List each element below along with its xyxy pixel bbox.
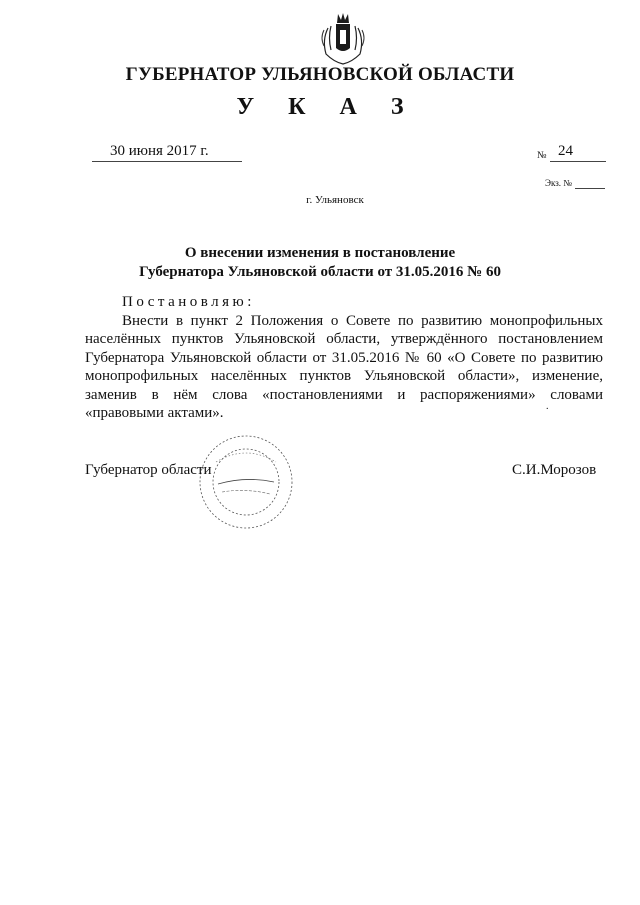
issuing-authority-title: ГУБЕРНАТОР УЛЬЯНОВСКОЙ ОБЛАСТИ: [125, 64, 515, 85]
coat-of-arms-emblem: [318, 10, 368, 66]
subject-line-1: О внесении изменения в постановление: [184, 245, 456, 261]
signatory-name: С.И.Морозов: [512, 462, 597, 478]
stray-mark: .: [546, 401, 549, 412]
number-underline: [550, 161, 606, 162]
date-underline: [92, 161, 242, 162]
document-number: 24: [558, 143, 573, 159]
body-paragraph: Внести в пункт 2 Положения о Совете по развитию монопрофильных населённых пунктов Ульяновской области, утверждённого постановлением Губернатора Ульяновской области от 31.05.2016 № 60 «О Совете по развитию монопрофильных населённых пунктов Ульяновской области», изменение, заменив в нём слова «постановлениями и распоряжениями» словами «правовыми актами».: [85, 313, 603, 422]
number-sign-label: №: [537, 150, 547, 161]
document-date: 30 июня 2017 г.: [110, 143, 209, 159]
signatory-title: Губернатор области: [85, 462, 212, 478]
document-subject: [100, 244, 540, 282]
copy-number-underline: [575, 188, 605, 189]
document-type-heading: У К А З: [236, 94, 418, 120]
copy-number-label: Экз. №: [545, 178, 572, 188]
resolve-heading: Постановляю:: [122, 294, 255, 310]
subject-line-2: Губернатора Ульяновской области от 31.05.2016 № 60: [139, 264, 501, 280]
city-label: г. Ульяновск: [306, 194, 364, 206]
official-seal-stamp: [196, 432, 296, 532]
